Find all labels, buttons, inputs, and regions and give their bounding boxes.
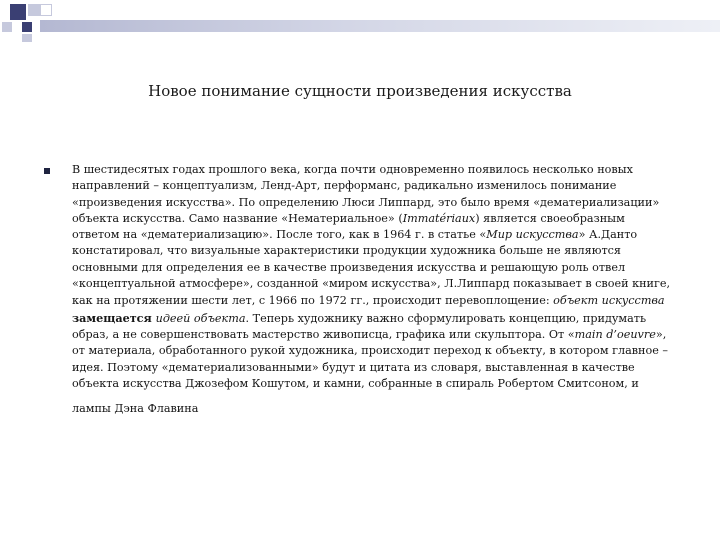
text-segment: В шестидесятых годах прошлого века, когда почти одновременно появилось несколько новых направлений – концептуализм, Ленд-Арт, перформанс, радикально изменилось понимание «произведения искусства». По определению Люси Липпард, это было время «дематериализации» объекта искусства. Само название «Нематериальное» ( <box>72 163 660 225</box>
text-segment: », от материала, обработанного рукой художника, происходит переход к объекту, в котором главное – идея. Поэтому «дематериализованными» будут и цитата из словаря, выставленная в качестве объекта искусства Джозефом Кошутом, и камни, собранные в спираль Робертом Смитсоном, и <box>72 327 669 390</box>
header-square-decoration <box>2 22 12 32</box>
header-square-decoration <box>22 34 32 42</box>
body-paragraph <box>72 162 672 392</box>
slide-title: Новое понимание сущности произведения искусства <box>148 82 572 100</box>
text-segment-italic: Immatériaux <box>402 211 476 225</box>
body-last-line: лампы Дэна Флавина <box>72 402 199 416</box>
header-square-decoration <box>22 22 32 32</box>
text-segment-italic: main d’oeuvre <box>574 327 656 341</box>
header-square-decoration <box>10 4 26 20</box>
text-segment-italic: идеей объекта <box>155 311 246 325</box>
header-square-decoration <box>40 4 52 16</box>
square-bullet-icon <box>44 168 50 174</box>
text-segment: ) является своеобразным ответом на «дематериализацию». После того, как в 1964 г. в статье « <box>72 211 625 242</box>
text-segment: » А.Данто констатировал, что визуальные характеристики продукции художника больше не являются основными для определения ее в качестве произведения искусства и решающую роль отвел «концептуальной атмосфере», созданной «миром искусства», Л.Липпард показывает в своей книге, как на протяжении шести лет, с 1966 по 1972 гг., происходит перевоплощение: <box>72 228 671 308</box>
text-segment-bold: замещается <box>72 310 156 325</box>
text-segment: . Теперь художнику важно сформулировать концепцию, придумать образ, а не совершенствовать мастерство живописца, графика или скульптора. От « <box>72 311 647 341</box>
header-banner <box>40 20 720 32</box>
text-segment-italic: объект искусства <box>553 294 665 308</box>
slide-body-text <box>72 162 672 417</box>
header-square-decoration <box>28 4 40 16</box>
text-segment-italic: Мир искусства <box>486 228 579 242</box>
